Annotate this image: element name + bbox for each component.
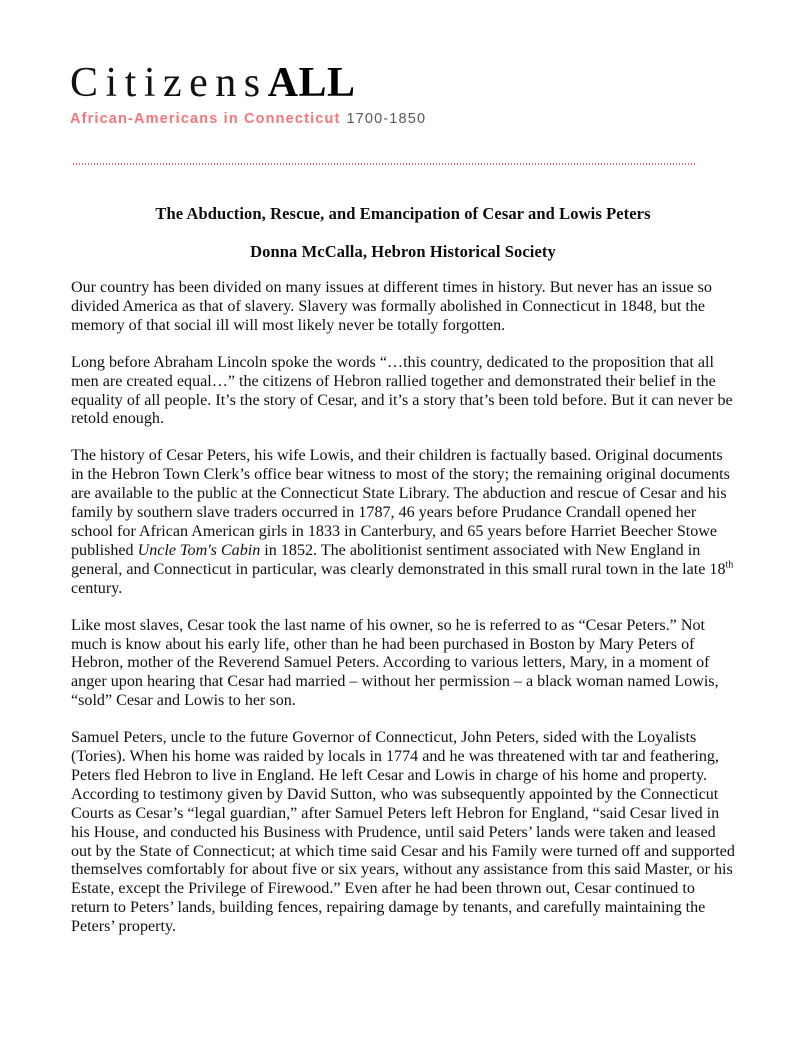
page-title: The Abduction, Rescue, and Emancipation of Cesar and Lowis Peters	[155, 204, 651, 223]
paragraph-3-mid: in 1852. The abolitionist sentiment associated with New England in general, and Connecticut in particular, was clearly demonstrated in this small rural town in the late 18	[71, 541, 726, 578]
paragraph-2: Long before Abraham Lincoln spoke the words “…this country, dedicated to the proposition that all men are created equal…” the citizens of Hebron rallied together and demonstrated their belief in the equality of all people. It’s the story of Cesar, and it’s a story that’s been told before. But it can never be retold enough.	[71, 353, 733, 428]
logo-date-range-text: 1700-1850	[346, 111, 427, 127]
ordinal-superscript: th	[725, 559, 734, 571]
paragraph-3-lead: The history of Cesar Peters, his wife Lowis, and their children is factually based. Original documents in the Hebron Town Clerk’s office bear witness to most of the story; the remaining original documents are available to the public at the Connecticut State Library. The abduction and rescue of Cesar and his family by southern slave traders occurred in 1787, 46 years before Prudance Crandall opened her school for African American girls in 1833 in Canterbury, and 65 years before Harriet Beecher Stowe published	[71, 447, 730, 559]
paragraph-5: Samuel Peters, uncle to the future Governor of Connecticut, John Peters, sided with the Loyalists (Tories). When his home was raided by locals in 1774 and he was threatened with tar and feathering, Peters fled Hebron to live in England. He left Cesar and Lowis in charge of his home and property. According to testimony given by David Sutton, who was subsequently appointed by the Connecticut Courts as Cesar’s “legal guardian,” after Samuel Peters left Hebron for England, “said Cesar lived in his House, and conducted his Business with Prudence, until said Peters’ lands were taken and leased out by the State of Connecticut; at which time said Cesar and his Family were turned off and supported themselves comfortably for about five or six years, without any assistance from this said Master, or his Estate, except the Privilege of Firewood.” Even after he had been thrown out, Cesar continued to return to Peters’ lands, building fences, repairing damage by tenants, and carefully maintaining the Peters’ property.	[71, 729, 735, 936]
logo-citizens-text: Citizens	[70, 60, 268, 106]
document-byline: Donna McCalla, Hebron Historical Society	[250, 242, 556, 261]
paragraph-3	[71, 447, 737, 598]
masthead-logo	[70, 62, 710, 127]
logo-wordmark	[70, 62, 710, 104]
logo-all-text: ALL	[267, 60, 356, 106]
logo-subtitle-line	[70, 111, 710, 127]
book-title-uncle-toms-cabin: Uncle Tom's Cabin	[137, 541, 261, 559]
paragraph-3-tail: century.	[71, 579, 123, 597]
header-divider-rule	[73, 163, 697, 165]
paragraph-4: Like most slaves, Cesar took the last name of his owner, so he is referred to as “Cesar Peters.” Not much is know about his early life, other than he had been purchased in Boston by Mary Peters of Hebron, mother of the Reverend Samuel Peters. According to various letters, Mary, in a moment of anger upon hearing that Cesar had married – without her permission – a black woman named Lowis, “sold” Cesar and Lowis to her son.	[71, 616, 719, 710]
paragraph-1: Our country has been divided on many issues at different times in history. But never has an issue so divided America as that of slavery. Slavery was formally abolished in Connecticut in 1848, but the memory of that social ill will most likely never be totally forgotten.	[71, 279, 712, 334]
logo-subtitle-text: African-Americans in Connecticut	[70, 111, 341, 127]
document-body	[71, 279, 735, 937]
